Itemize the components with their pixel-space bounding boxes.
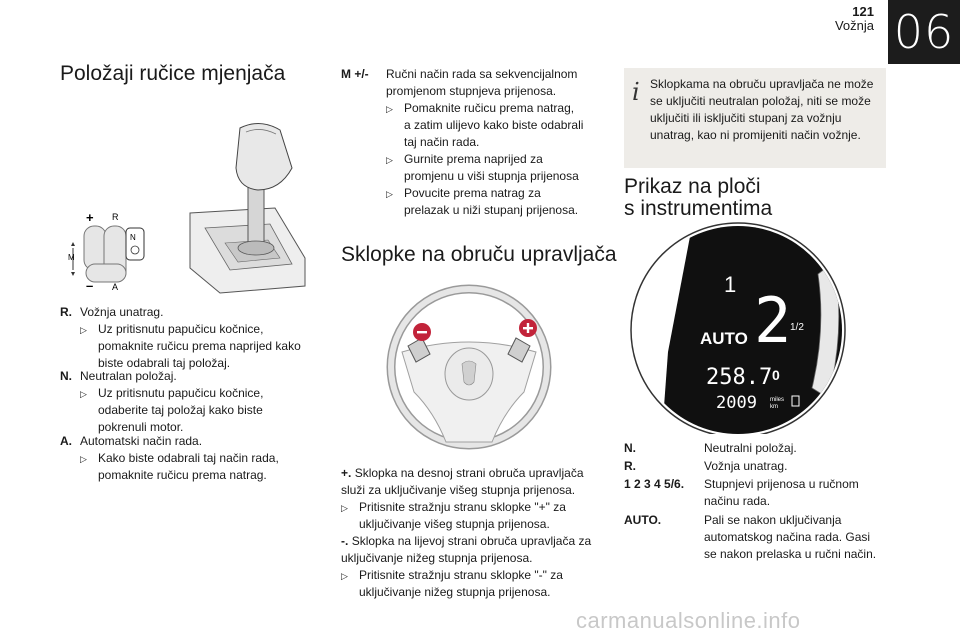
item-m-bullet: [386, 100, 606, 151]
bullet-arrow-icon: ▷: [80, 389, 87, 399]
plus-paddle-description: [341, 465, 611, 601]
legend-line: Pali se nakon uključivanja: [704, 513, 842, 527]
item-a-term: A.: [60, 434, 72, 448]
item-m-bullet-line: prelazak u niži stupanj prijenosa.: [404, 203, 579, 217]
item-a-text: Automatski način rada.: [80, 434, 203, 448]
gate-label-r: R: [112, 212, 119, 222]
minus-line: Sklopka na lijevoj strani obruča upravljača za: [351, 534, 592, 548]
fuel-scale-top: 1: [724, 272, 737, 297]
item-m-bullet-line: a zatim ulijevo kako biste odabrali: [404, 118, 584, 132]
item-m-bullet: [386, 185, 606, 219]
legend-line: načinu rada.: [704, 494, 771, 508]
legend-row: [624, 440, 889, 457]
title-instrument-panel: [624, 176, 772, 220]
unit-km: km: [770, 404, 778, 410]
info-box: [624, 68, 886, 168]
bullet-arrow-icon: ▷: [386, 104, 393, 114]
auto-mode-indicator: AUTO: [700, 329, 748, 348]
item-n-bullet-line: odaberite taj položaj kako biste: [98, 403, 263, 417]
item-n-text: Neutralan položaj.: [80, 369, 177, 383]
bullet-arrow-icon: ▷: [386, 189, 393, 199]
bullet-arrow-icon: ▷: [80, 454, 87, 464]
instrument-cluster: [622, 222, 846, 434]
legend-term: N.: [624, 441, 636, 455]
gear-gate-diagram: [66, 208, 156, 292]
section-name: Vožnja: [834, 18, 874, 33]
plus-bullet: [341, 499, 611, 533]
item-r-term: R.: [60, 305, 72, 319]
bullet-arrow-icon: ▷: [80, 325, 87, 335]
plus-line: Sklopka na desnoj strani obruča upravljača: [354, 466, 584, 480]
item-a: [60, 433, 325, 484]
legend-row: [624, 458, 889, 475]
bullet-arrow-icon: ▷: [341, 503, 348, 513]
bullet-arrow-icon: ▷: [386, 155, 393, 165]
item-n-bullet: [80, 385, 263, 436]
info-icon: i: [632, 78, 640, 106]
bullet-arrow-icon: ▷: [341, 571, 348, 581]
legend-line: Vožnja unatrag.: [704, 459, 788, 473]
legend-line: Stupnjevi prijenosa u ručnom: [704, 477, 859, 491]
legend-term: R.: [624, 459, 636, 473]
chapter-tab: 06: [888, 0, 960, 64]
gate-label-a: A: [112, 282, 119, 292]
legend-row: [624, 476, 889, 510]
item-m-bullet-line: promjenu u viši stupnja prijenosa: [404, 169, 579, 183]
minus-bullet: [341, 567, 611, 601]
item-r-bullet-line: pomaknite ručicu prema naprijed kako: [98, 339, 301, 353]
item-r-text: Vožnja unatrag.: [80, 305, 164, 319]
item-m-term: M +/-: [341, 67, 369, 81]
minus-bullet-line: Pritisnite stražnju stranu sklopke "-" za: [359, 568, 563, 582]
info-line: uključiti ili isključiti stupanj za vožnju: [650, 111, 842, 125]
item-n-bullet-line: pokrenuli motor.: [98, 420, 184, 434]
minus-bullet-line: uključivanje nižeg stupnja prijenosa.: [359, 585, 551, 599]
legend-row: [624, 512, 889, 563]
steering-wheel-illustration: [384, 282, 554, 452]
title-lever-positions: Položaji ručice mjenjača: [60, 62, 286, 85]
fuel-scale-bottom: 0: [772, 367, 780, 383]
item-m-bullet-line: Gurnite prema naprijed za: [404, 152, 543, 166]
item-a-bullet: [80, 450, 279, 484]
fuel-scale-mid: 1/2: [790, 322, 804, 333]
title-steering-paddles: Sklopke na obruču upravljača: [341, 243, 617, 266]
info-line: unatrag, kao ni promijeniti način vožnje.: [650, 128, 861, 142]
item-m-bullet: [386, 151, 606, 185]
unit-miles: miles: [770, 397, 785, 403]
gate-label-m: M: [68, 253, 75, 262]
gate-label-n: N: [130, 233, 136, 242]
plus-term: +.: [341, 466, 352, 480]
item-n-bullet-line: Uz pritisnutu papučicu kočnice,: [98, 386, 264, 400]
trip-display: 258.7: [706, 365, 773, 390]
item-n: [60, 368, 325, 436]
legend-line: Neutralni položaj.: [704, 441, 797, 455]
minus-term: -.: [341, 534, 349, 548]
item-a-bullet-line: Kako biste odabrali taj način rada,: [98, 451, 279, 465]
minus-line: uključivanje nižeg stupnja prijenosa.: [341, 551, 533, 565]
page-number: 121: [852, 4, 874, 19]
watermark: carmanualsonline.info: [576, 608, 801, 633]
gate-label-minus: –: [86, 278, 94, 292]
item-m-line: promjenom stupnjeva prijenosa.: [386, 84, 557, 98]
plus-line: služi za uključivanje višeg stupnja prijenosa.: [341, 483, 576, 497]
legend-line: automatskog načina rada. Gasi: [704, 530, 871, 544]
item-n-term: N.: [60, 369, 72, 383]
odometer-display: 2009: [716, 393, 757, 413]
info-line: Sklopkama na obruču upravljača ne može: [650, 77, 874, 91]
legend-line: se nakon prelaska u ručni način.: [704, 547, 877, 561]
item-m: [341, 66, 606, 219]
item-m-line: Ručni način rada sa sekvencijalnom: [386, 67, 578, 81]
gear-lever-illustration: [180, 118, 315, 298]
info-line: se uključiti neutralan položaj, niti se može: [650, 94, 871, 108]
title-panel-line: Prikaz na ploči: [624, 175, 761, 198]
plus-bullet-line: Pritisnite stražnju stranu sklopke "+" za: [359, 500, 566, 514]
item-r-bullet-line: Uz pritisnutu papučicu kočnice,: [98, 322, 264, 336]
item-r-bullet-line: biste odabrali taj položaj.: [98, 356, 231, 370]
item-m-bullet-line: taj način rada.: [404, 135, 480, 149]
title-panel-line: s instrumentima: [624, 197, 773, 220]
item-r: [60, 304, 325, 372]
item-r-bullet: [80, 321, 301, 372]
gate-label-plus: +: [86, 210, 94, 225]
legend-term: AUTO.: [624, 513, 662, 527]
plus-bullet-line: uključivanje višeg stupnja prijenosa.: [359, 517, 550, 531]
legend-term: 1 2 3 4 5/6.: [624, 477, 685, 491]
item-m-bullet-line: Povucite prema natrag za: [404, 186, 541, 200]
item-m-bullet-line: Pomaknite ručicu prema natrag,: [404, 101, 575, 115]
item-a-bullet-line: pomaknite ručicu prema natrag.: [98, 468, 267, 482]
gear-display: 2: [754, 284, 792, 357]
